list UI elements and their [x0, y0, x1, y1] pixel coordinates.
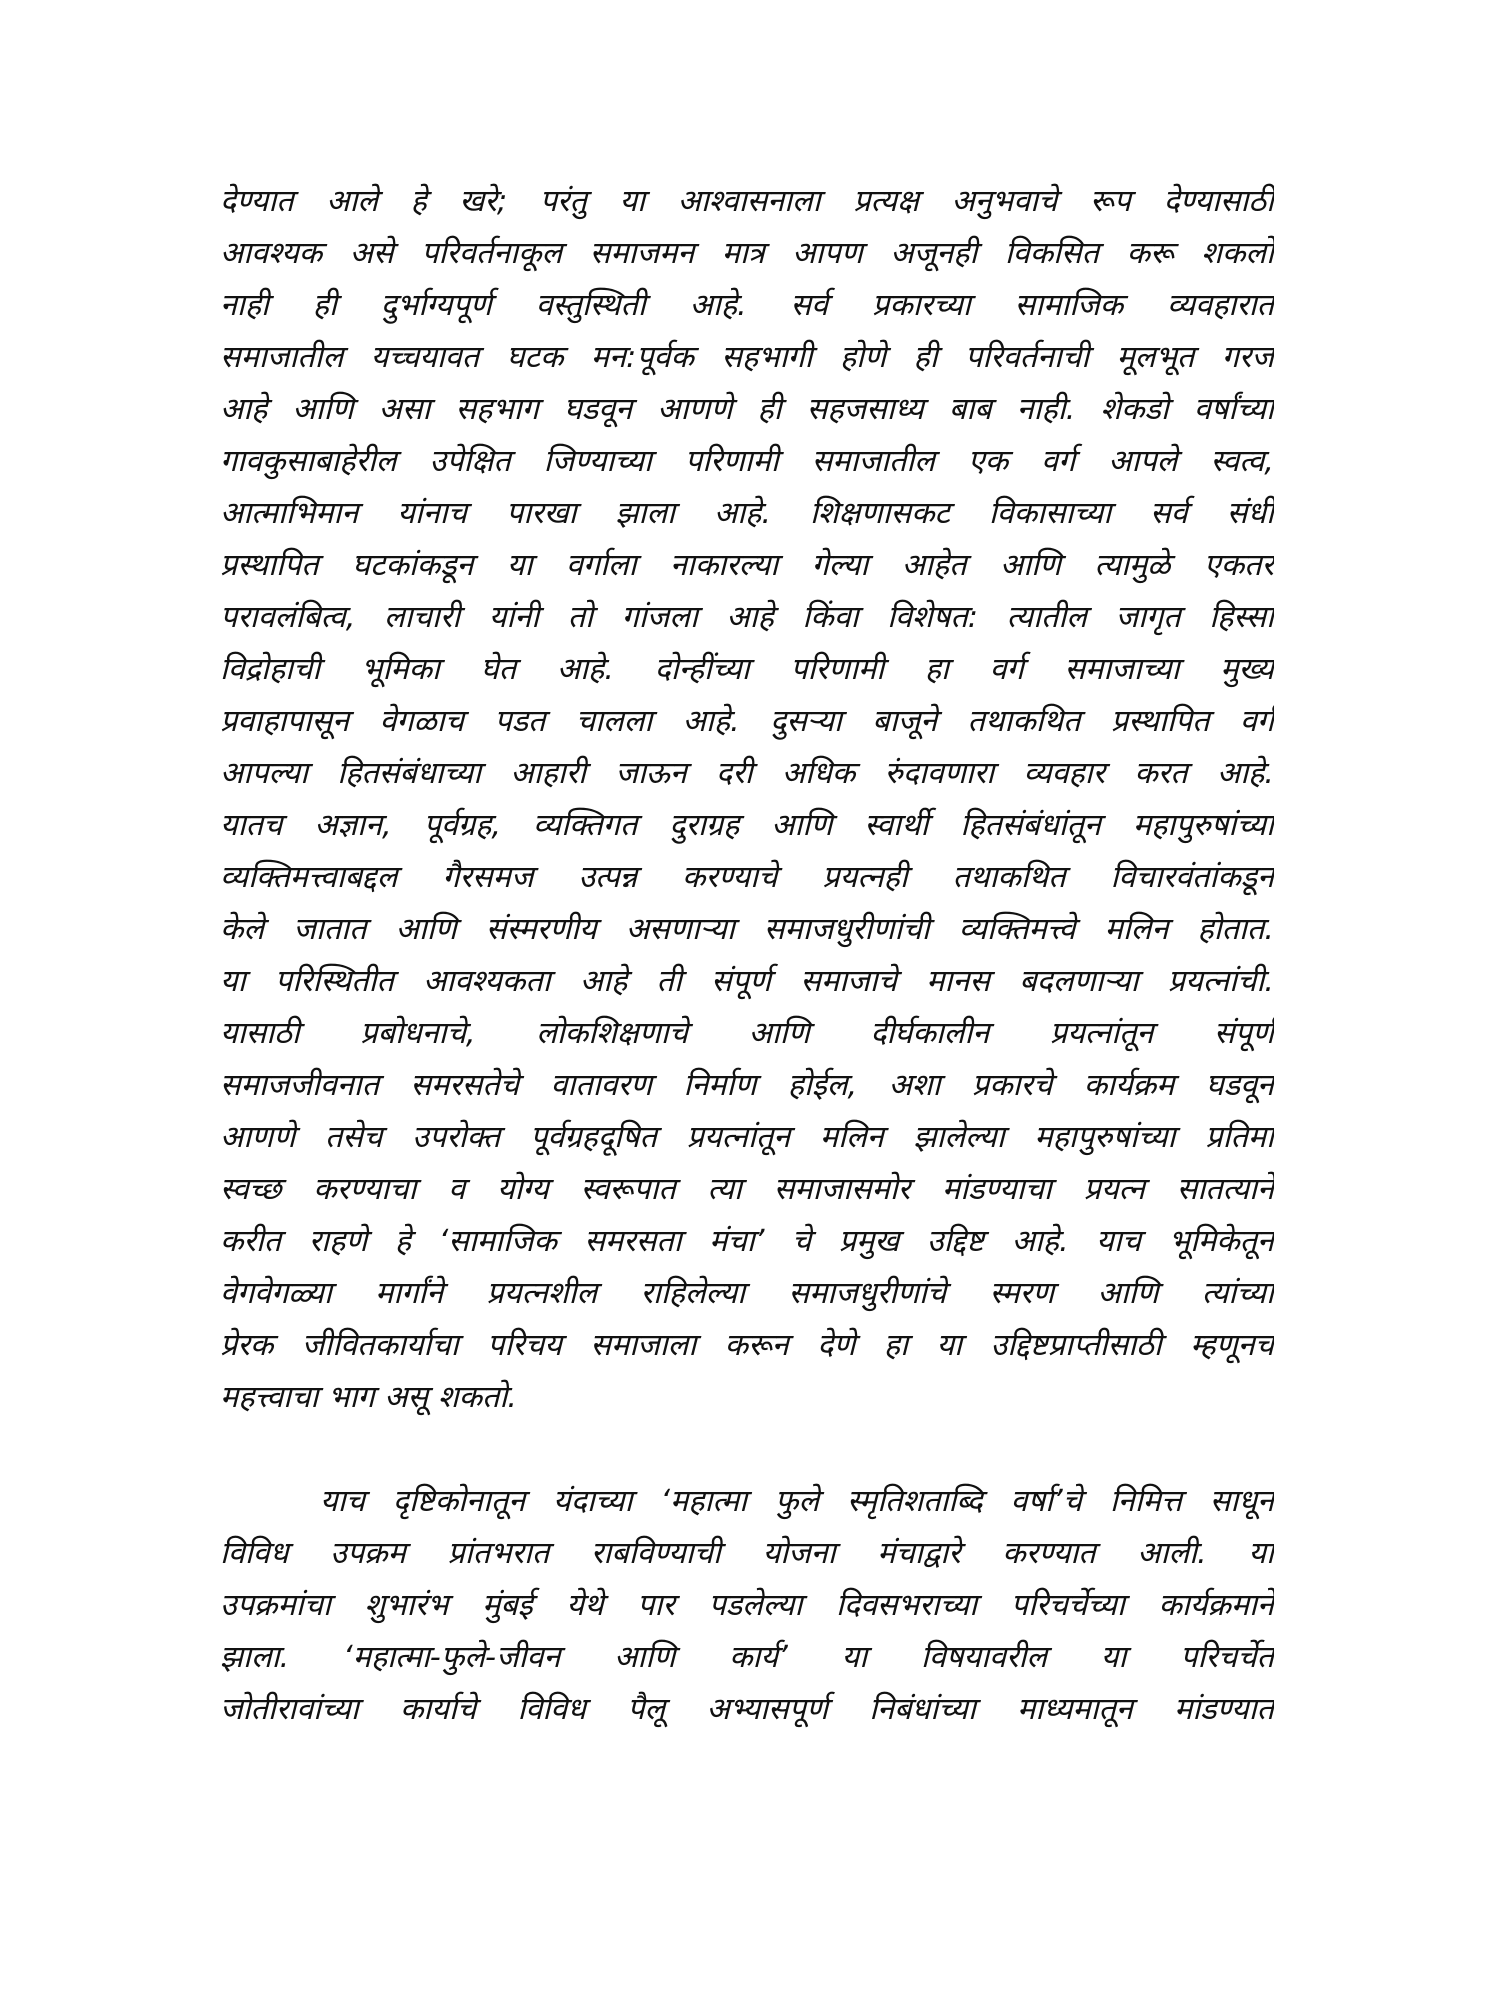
- text-line: समाजातील यच्चयावत घटक मन:पूर्वक सहभागी होणे ही परिवर्तनाची मूलभूत गरज: [220, 340, 1274, 375]
- text-line: या परिस्थितीत आवश्यकता आहे ती संपूर्ण समाजाचे मानस बदलणाऱ्या प्रयत्नांची.: [220, 964, 1274, 999]
- text-line: आवश्यक असे परिवर्तनाकूल समाजमन मात्र आपण अजूनही विकसित करू शकलो: [220, 236, 1274, 271]
- text-line: आत्माभिमान यांनाच पारखा झाला आहे. शिक्षणासकट विकासाच्या सर्व संधी: [220, 496, 1274, 531]
- text-line: आपल्या हितसंबंधाच्या आहारी जाऊन दरी अधिक रुंदावणारा व्यवहार करत आहे.: [220, 756, 1274, 791]
- text-line: नाही ही दुर्भाग्यपूर्ण वस्तुस्थिती आहे. सर्व प्रकारच्या सामाजिक व्यवहारात: [220, 288, 1274, 323]
- text-line: जोतीरावांच्या कार्याचे विविध पैलू अभ्यासपूर्ण निबंधांच्या माध्यमातून मांडण्यात: [220, 1692, 1274, 1727]
- text-line: याच दृष्टिकोनातून यंदाच्या ‘महात्मा फुले स्मृतिशताब्दि वर्षा’चे निमित्त साधून: [320, 1484, 1274, 1519]
- text-line: विविध उपक्रम प्रांतभरात राबविण्याची योजना मंचाद्वारे करण्यात आली. या: [220, 1536, 1274, 1571]
- paragraph-1: [220, 176, 1274, 1424]
- text-line: देण्यात आले हे खरे; परंतु या आश्वासनाला प्रत्यक्ष अनुभवाचे रूप देण्यासाठी: [220, 184, 1274, 219]
- paragraph-2: [220, 1476, 1274, 1736]
- text-line: आणणे तसेच उपरोक्त पूर्वग्रहदूषित प्रयत्नांतून मलिन झालेल्या महापुरुषांच्या प्रतिमा: [220, 1120, 1274, 1155]
- text-line: आहे आणि असा सहभाग घडवून आणणे ही सहजसाध्य बाब नाही. शेकडो वर्षांच्या: [220, 392, 1274, 427]
- text-line: प्रेरक जीवितकार्याचा परिचय समाजाला करून देणे हा या उद्दिष्टप्राप्तीसाठी म्हणूनच: [220, 1328, 1274, 1363]
- text-line: विद्रोहाची भूमिका घेत आहे. दोन्हींच्या परिणामी हा वर्ग समाजाच्या मुख्य: [220, 652, 1274, 687]
- text-line: प्रस्थापित घटकांकडून या वर्गाला नाकारल्या गेल्या आहेत आणि त्यामुळे एकतर: [220, 548, 1274, 583]
- text-line: व्यक्तिमत्त्वाबद्दल गैरसमज उत्पन्न करण्याचे प्रयत्नही तथाकथित विचारवंतांकडून: [220, 860, 1274, 895]
- text-line: महत्त्वाचा भाग असू शकतो.: [220, 1380, 517, 1415]
- paragraph-spacer: [220, 1424, 1274, 1476]
- text-line: करीत राहणे हे ‘सामाजिक समरसता मंचा’ चे प्रमुख उद्दिष्ट आहे. याच भूमिकेतून: [220, 1224, 1274, 1259]
- text-line: प्रवाहापासून वेगळाच पडत चालला आहे. दुसऱ्या बाजूने तथाकथित प्रस्थापित वर्ग: [220, 704, 1274, 739]
- text-line: वेगवेगळ्या मार्गांने प्रयत्नशील राहिलेल्या समाजधुरीणांचे स्मरण आणि त्यांच्या: [220, 1276, 1274, 1311]
- text-line: यातच अज्ञान, पूर्वग्रह, व्यक्तिगत दुराग्रह आणि स्वार्थी हितसंबंधांतून महापुरुषांच्या: [220, 808, 1274, 843]
- text-line: झाला. ‘महात्मा-फुले-जीवन आणि कार्य’ या विषयावरील या परिचर्चेत: [220, 1640, 1274, 1675]
- text-line: स्वच्छ करण्याचा व योग्य स्वरूपात त्या समाजासमोर मांडण्याचा प्रयत्न सातत्याने: [220, 1172, 1274, 1207]
- text-line: यासाठी प्रबोधनाचे, लोकशिक्षणाचे आणि दीर्घकालीन प्रयत्नांतून संपूर्ण: [220, 1016, 1274, 1051]
- text-line: समाजजीवनात समरसतेचे वातावरण निर्माण होईल, अशा प्रकारचे कार्यक्रम घडवून: [220, 1068, 1274, 1103]
- text-line: परावलंबित्व, लाचारी यांनी तो गांजला आहे किंवा विशेषत: त्यातील जागृत हिस्सा: [220, 600, 1274, 635]
- text-line: उपक्रमांचा शुभारंभ मुंबई येथे पार पडलेल्या दिवसभराच्या परिचर्चेच्या कार्यक्रमाने: [220, 1588, 1274, 1623]
- text-line: केले जातात आणि संस्मरणीय असणाऱ्या समाजधुरीणांची व्यक्तिमत्त्वे मलिन होतात.: [220, 912, 1274, 947]
- text-line: गावकुसाबाहेरील उपेक्षित जिण्याच्या परिणामी समाजातील एक वर्ग आपले स्वत्व,: [220, 444, 1274, 479]
